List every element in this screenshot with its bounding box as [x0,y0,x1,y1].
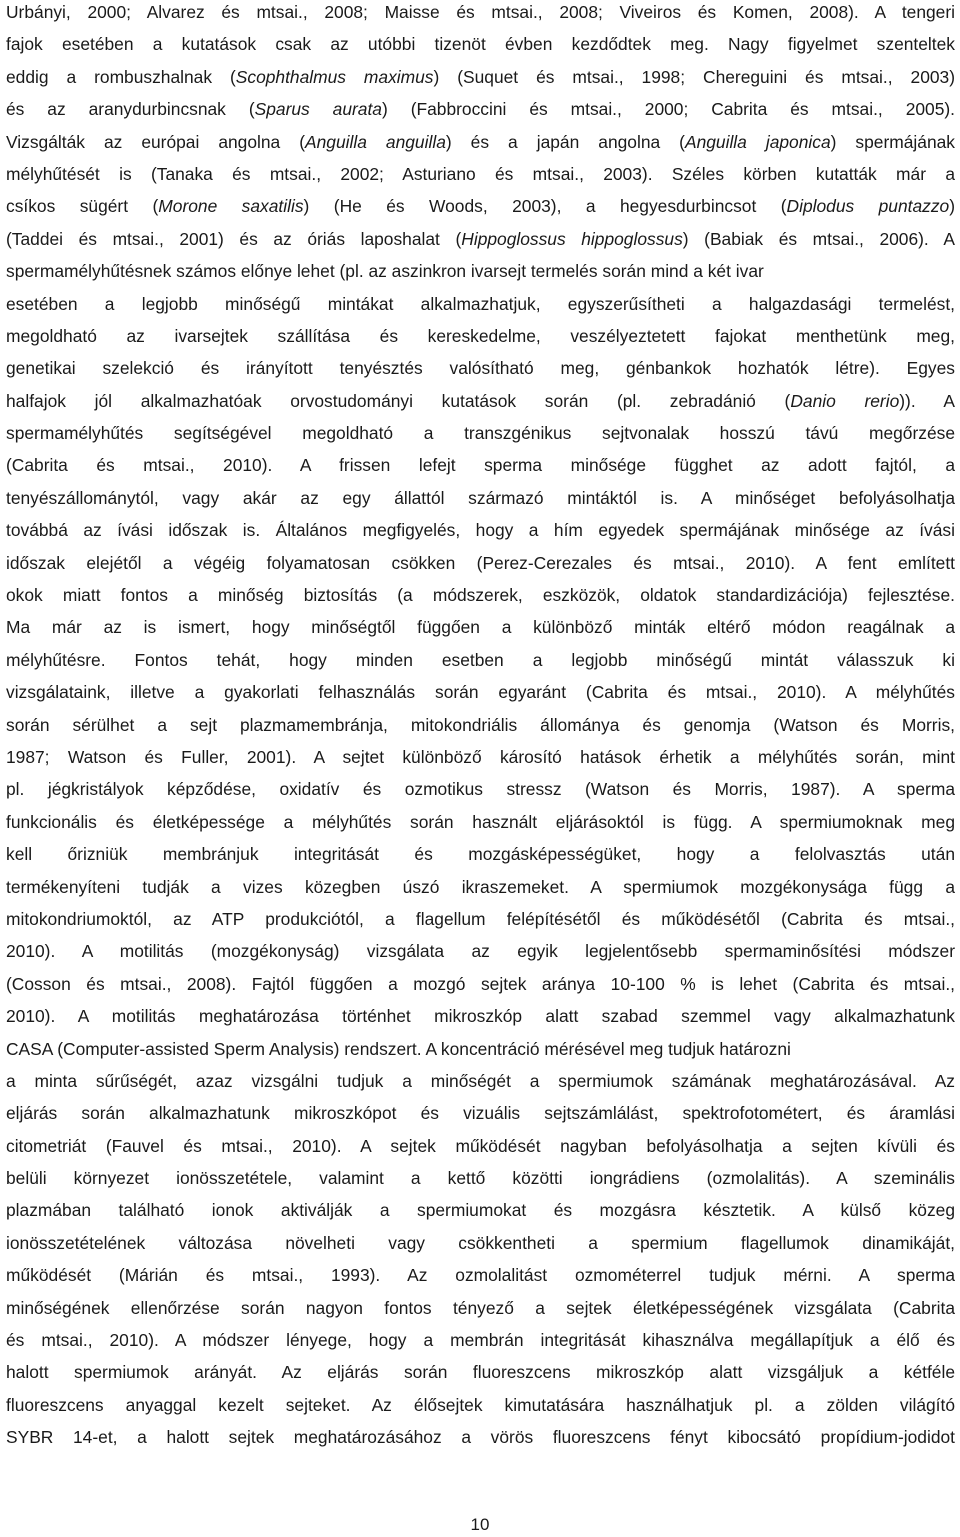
text-line [6,482,955,514]
text-segment: megoldható az ivarsejtek szállítása és kereskedelme, veszélyeztetett fajokat menthetünk meg, [6,325,955,346]
text-line [6,255,955,287]
text-segment: ) spermájának [830,131,955,152]
text-segment: ionösszetételének változása növelheti vagy csökkentheti a spermium flagellumok dinamikáját, [6,1232,955,1253]
text-segment: kell őrizniük membránjuk integritását és mozgásképességüket, hogy a felolvasztás után [6,844,955,865]
text-line [6,773,955,805]
text-segment: okok miatt fontos a minőség biztosítás (a módszerek, eszközök, oldatok standardizációja) fejlesztése. [6,585,955,606]
text-segment: során sérülhet a sejt plazmamembránja, mitokondriális állománya és genomja (Watson és Morris, [6,714,955,735]
text-segment: 2010). A motilitás meghatározása történhet mikroszkóp alatt szabad szemmel vagy alkalmazhatunk [6,1006,955,1027]
species-name: Anguilla anguilla [305,131,446,152]
text-segment: belüli környezet ionösszetétele, valamint a kettő közötti iongrádiens (ozmolalitás). A szeminális [6,1168,955,1189]
text-line [6,547,955,579]
text-line [6,1356,955,1388]
species-name: Sparus aurata [254,99,382,120]
text-segment: halfajok jól alkalmazhatóak orvostudományi kutatások során (pl. zebradánió ( [6,390,791,411]
text-segment: Vizsgálták az európai angolna ( [6,131,306,152]
text-segment: működését (Márián és mtsai., 1993). Az ozmolalitást ozmométerrel tudjuk mérni. A sperma [6,1265,955,1286]
text-line [6,1421,955,1453]
text-line [6,1097,955,1129]
text-segment: SYBR 14-et, a halott sejtek meghatározásához a vörös fluoreszcens fényt kibocsátó propídium-jodidot [6,1427,955,1448]
text-line [6,385,955,417]
text-line [6,223,955,255]
text-line [6,320,955,352]
text-segment: funkcionális és életképessége a mélyhűtés során használt eljárásoktól is függ. A spermiumoknak meg [6,811,955,832]
text-segment: citometriát (Fauvel és mtsai., 2010). A sejtek működését nagyban befolyásolhatja a sejten kívüli és [6,1135,955,1156]
text-line [6,644,955,676]
text-line [6,611,955,643]
text-segment: )). A [899,390,955,411]
text-line [6,871,955,903]
text-segment: időszak elejétől a végéig folyamatosan csökken (Perez-Cerezales és mtsai., 2010). A fent említett [6,552,955,573]
body-text [6,0,955,1454]
text-line [6,28,955,60]
text-segment: ) (He és Woods, 2003), a hegyesdurbincsot ( [303,196,787,217]
text-segment: halott spermiumok arányát. Az eljárás során fluoreszcens mikroszkóp alatt vizsgáljuk a kétféle [6,1362,955,1383]
text-segment: mélyhűtését is (Tanaka és mtsai., 2002; Asturiano és mtsai., 2003). Széles körben kutatták már a [6,163,955,184]
text-segment: minőségének ellenőrzése során nagyon fontos tényező a sejtek életképességének vizsgálata (Cabrita [6,1297,955,1318]
text-line [6,1324,955,1356]
text-line [6,158,955,190]
text-segment: vizsgálataink, illetve a gyakorlati felhasználás során egyaránt (Cabrita és mtsai., 2010). A mélyhűtés [6,682,955,703]
text-segment: (Cabrita és mtsai., 2010). A frissen lefejt sperma minősége függhet az adott fajtól, a [6,455,955,476]
text-segment: Ma már az is ismert, hogy minőségtől függően a különböző minták eltérő módon reagálnak a [6,617,955,638]
text-segment: termékenyíteni tudják a vizes közegben úszó ikraszemeket. A spermiumok mozgékonysága függ a [6,876,955,897]
text-line [6,579,955,611]
text-line [6,352,955,384]
species-name: Diplodus puntazzo [786,196,950,217]
species-name: Anguilla japonica [684,131,831,152]
text-line [6,190,955,222]
text-segment: spermamélyhűtésnek számos előnye lehet (pl. az aszinkron ivarsejt termelés során mind a két ivar [6,261,764,282]
text-line [6,1194,955,1226]
text-line [6,935,955,967]
text-segment: fluoreszcens anyaggal kezelt sejteket. Az élősejtek kimutatására használhatjuk pl. a zölden világító [6,1394,955,1415]
text-line [6,1389,955,1421]
text-segment: (Cosson és mtsai., 2008). Fajtól függően a mozgó sejtek aránya 10-100 % is lehet (Cabrita és mtsai., [6,973,955,994]
text-line [6,741,955,773]
text-segment: mitokondriumoktól, az ATP produkciótól, a flagellum felépítésétől és működésétől (Cabrita és mtsai., [6,908,955,929]
text-line [6,1033,955,1065]
text-segment: CASA (Computer-assisted Sperm Analysis) rendszert. A koncentráció mérésével meg tudjuk határozni [6,1038,791,1059]
text-segment: ) és a japán angolna ( [445,131,685,152]
text-line [6,126,955,158]
text-segment: eddig a rombuszhalnak ( [6,66,236,87]
text-segment: mélyhűtésre. Fontos tehát, hogy minden esetben a legjobb minőségű mintát válasszuk ki [6,649,955,670]
text-segment: és mtsai., 2010). A módszer lényege, hogy a membrán integritását kihasználva megállapítjuk a élő és [6,1330,955,1351]
species-name: Morone saxatilis [158,196,304,217]
text-segment: tenyészállománytól, vagy akár az egy állattól származó mintáktól is. A minőséget befolyásolhatja [6,487,955,508]
text-segment: és az aranydurbincsnak ( [6,99,255,120]
text-line [6,417,955,449]
text-segment: Urbányi, 2000; Alvarez és mtsai., 2008; Maisse és mtsai., 2008; Viveiros és Komen, 2008). A tengeri [6,2,955,22]
text-line [6,709,955,741]
text-segment: a minta sűrűségét, azaz vizsgálni tudjuk a minőségét a spermiumok számának meghatározásával. Az [6,1070,955,1091]
text-line [6,449,955,481]
text-segment: ) (Suquet és mtsai., 1998; Chereguini és mtsai., 2003) [433,66,955,87]
text-segment: genetikai szelekció és irányított tenyésztés valósítható meg, génbankok hozhatók létre). Egyes [6,358,955,379]
text-line [6,0,955,28]
text-line [6,93,955,125]
text-line [6,514,955,546]
text-segment: továbbá az ívási időszak is. Általános megfigyelés, hogy a hím egyedek spermájának minősége az ívási [6,520,955,541]
species-name: Danio rerio [790,390,900,411]
text-segment: plazmában található ionok aktiválják a spermiumokat és mozgásra késztetik. A külső közeg [6,1200,955,1221]
text-segment: 2010). A motilitás (mozgékonyság) vizsgálata az egyik legjelentősebb spermaminősítési módszer [6,941,955,962]
text-line [6,1130,955,1162]
text-line [6,1065,955,1097]
text-segment: 1987; Watson és Fuller, 2001). A sejtet különböző károsító hatások érhetik a mélyhűtés során, mint [6,746,955,767]
text-line [6,1000,955,1032]
text-line [6,1162,955,1194]
text-line [6,806,955,838]
text-segment: ) (Fabbroccini és mtsai., 2000; Cabrita és mtsai., 2005). [381,99,955,120]
text-line [6,61,955,93]
text-line [6,1292,955,1324]
text-segment: pl. jégkristályok képződése, oxidatív és ozmotikus stressz (Watson és Morris, 1987). A sperma [6,779,955,800]
text-segment: fajok esetében a kutatások csak az utóbbi tizenöt évben kezdődtek meg. Nagy figyelmet szenteltek [6,34,955,55]
text-line [6,903,955,935]
text-line [6,676,955,708]
text-segment: csíkos sügért ( [6,196,159,217]
page-number: 10 [470,1515,490,1534]
text-segment: spermamélyhűtés segítségével megoldható a transzgénikus sejtvonalak hosszú távú megőrzése [6,423,955,444]
species-name: Scophthalmus maximus [235,66,434,87]
text-line [6,1259,955,1291]
text-segment: ) [949,196,955,217]
text-segment: (Taddei és mtsai., 2001) és az óriás laposhalat ( [6,228,462,249]
text-segment: esetében a legjobb minőségű mintákat alkalmazhatjuk, egyszerűsítheti a halgazdasági termelést, [6,293,955,314]
text-line [6,288,955,320]
text-segment: eljárás során alkalmazhatunk mikroszkópot és vizuális sejtszámlálást, spektrofotométert, és áramlási [6,1103,955,1124]
species-name: Hippoglossus hippoglossus [461,228,683,249]
text-line [6,838,955,870]
text-line [6,968,955,1000]
text-segment: ) (Babiak és mtsai., 2006). A [682,228,955,249]
text-line [6,1227,955,1259]
